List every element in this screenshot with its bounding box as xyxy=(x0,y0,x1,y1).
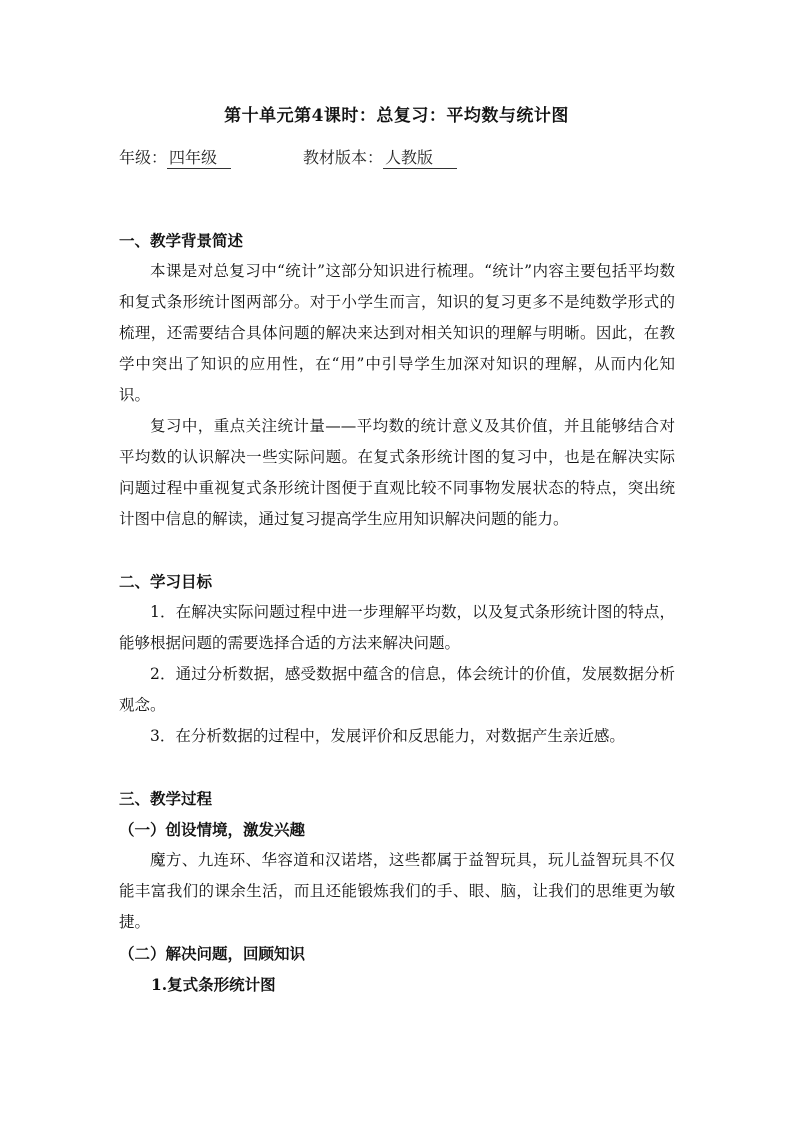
edition-value: 人教版 xyxy=(383,148,457,169)
section-heading-background: 一、教学背景简述 xyxy=(119,231,244,250)
section-heading-objectives: 二、学习目标 xyxy=(119,572,213,591)
paragraph-background-1: 本课是对总复习中“统计”这部分知识进行梳理。“统计”内容主要包括平均数和复式条形统计图两部分。对于小学生而言，知识的复习更多不是纯数学形式的梳理，还需要结合具体问题的解决来达到对相关知识的理解与明晰。因此，在教学中突出了知识的应用性，在“用”中引导学生加深对知识的理解，从而内化知识。 xyxy=(119,262,675,404)
document-meta xyxy=(119,146,457,170)
objective-1: 1．在解决实际问题过程中进一步理解平均数，以及复式条形统计图的特点，能够根据问题的需要选择合适的方法来解决问题。 xyxy=(119,603,675,652)
document-body xyxy=(119,225,675,1000)
subsection-heading-1: （一）创设情境，激发兴趣 xyxy=(119,820,306,839)
subsection-heading-2: （二）解决问题，回顾知识 xyxy=(119,944,306,963)
section-heading-process: 三、教学过程 xyxy=(119,789,213,808)
objective-3: 3．在分析数据的过程中，发展评价和反思能力，对数据产生亲近感。 xyxy=(150,727,625,745)
paragraph-background-2: 复习中，重点关注统计量——平均数的统计意义及其价值，并且能够结合对平均数的认识解决一些实际问题。在复式条形统计图的复习中，也是在解决实际问题过程中重视复式条形统计图便于直观比较不同事物发展状态的特点，突出统计图中信息的解读，通过复习提高学生应用知识解决问题的能力。 xyxy=(119,417,675,528)
document-title: 第十单元第4课时：总复习：平均数与统计图 xyxy=(224,106,569,126)
grade-label: 年级： xyxy=(119,148,168,167)
grade-value: 四年级 xyxy=(167,148,231,169)
edition-label: 教材版本： xyxy=(303,148,384,167)
paragraph-scenario: 魔方、九连环、华容道和汉诺塔，这些都属于益智玩具，玩儿益智玩具不仅能丰富我们的课余生活，而且还能锻炼我们的手、眼、脑，让我们的思维更为敏捷。 xyxy=(119,851,675,931)
objective-2: 2．通过分析数据，感受数据中蕴含的信息，体会统计的价值，发展数据分析观念。 xyxy=(119,665,675,714)
subsection-item-1: 1.复式条形统计图 xyxy=(151,975,276,994)
